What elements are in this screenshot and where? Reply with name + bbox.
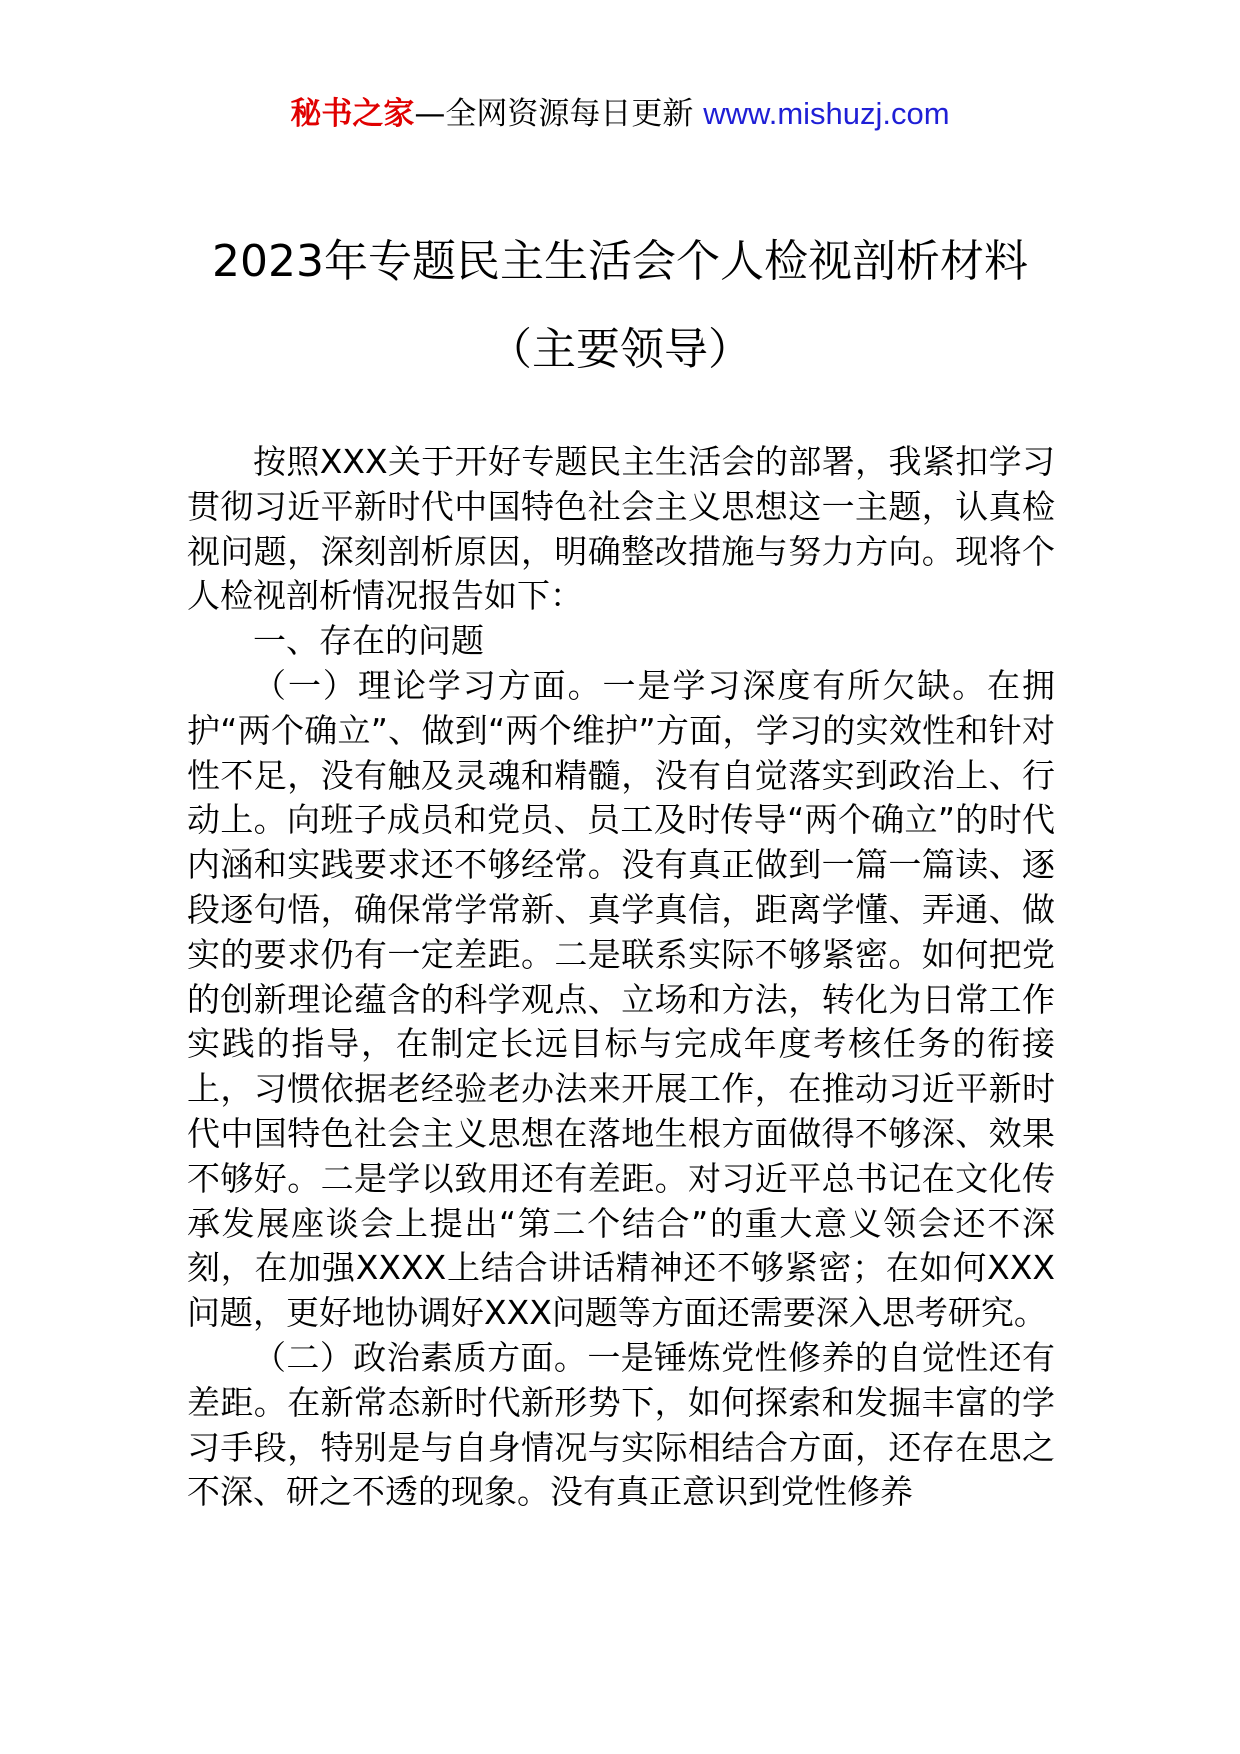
site-header: [0, 94, 1240, 134]
brand-name: 秘书之家: [290, 96, 415, 132]
header-slogan: —全网资源每日更新: [414, 96, 704, 132]
section-heading: 一、存在的问题: [253, 621, 484, 661]
theory-study-paragraph: （一）理论学习方面。一是学习深度有所欠缺。在拥护“两个确立”、做到“两个维护”方面，学习的实效性和针对性不足，没有触及灵魂和精髓，没有自觉落实到政治上、行动上。向班子成员和党员、员工及时传导“两个确立”的时代内涵和实践要求还不够经常。没有真正做到一篇一篇读、逐段逐句悟，确保常学常新、真学真信，距离学懂、弄通、做实的要求仍有一定差距。二是联系实际不够紧密。如何把党的创新理论蕴含的科学观点、立场和方法，转化为日常工作实践的指导，在制定长远目标与完成年度考核任务的衔接上，习惯依据老经验老办法来开展工作，在推动习近平新时代中国特色社会主义思想在落地生根方面做得不够深、效果不够好。二是学以致用还有差距。对习近平总书记在文化传承发展座谈会上提出“第二个结合”的重大意义领会还不深刻，在加强XXXX上结合讲话精神还不够紧密；在如何XXX问题，更好地协调好XXX问题等方面还需要深入思考研究。: [187, 665, 1055, 1333]
document-subtitle: （主要领导）: [488, 324, 752, 375]
site-url-link[interactable]: www.mishuzj.com: [703, 96, 950, 131]
political-quality-paragraph: （二）政治素质方面。一是锤炼党性修养的自觉性还有差距。在新常态新时代新形势下，如何探索和发掘丰富的学习手段，特别是与自身情况与实际相结合方面，还存在思之不深、研之不透的现象。没有真正意识到党性修养: [187, 1337, 1055, 1512]
intro-paragraph: 按照XXX关于开好专题民主生活会的部署，我紧扣学习贯彻习近平新时代中国特色社会主义思想这一主题，认真检视问题，深刻剖析原因，明确整改措施与努力方向。现将个人检视剖析情况报告如下：: [187, 442, 1055, 616]
document-title: 2023年专题民主生活会个人检视剖析材料: [212, 236, 1028, 287]
document-body: [187, 440, 1055, 1515]
